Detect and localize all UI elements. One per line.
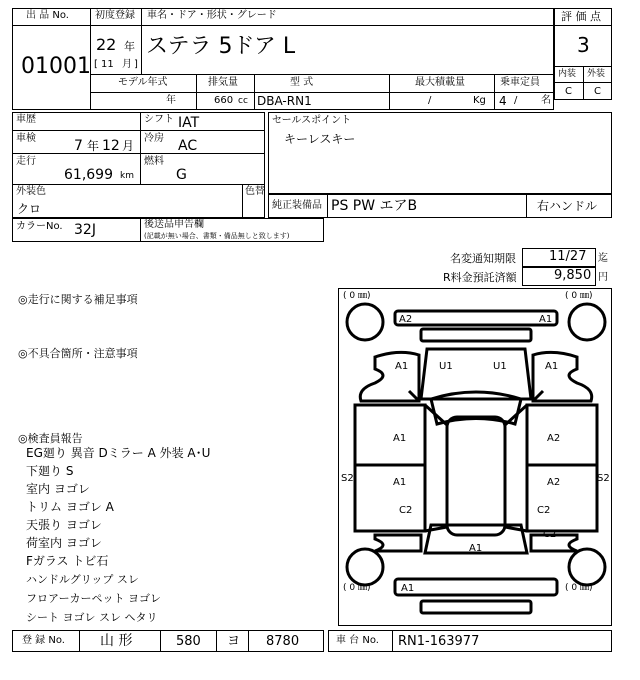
recycle-fee-value: 9,850	[554, 268, 592, 283]
max-load-unit: Kg	[473, 95, 486, 106]
tire-rear-left	[347, 549, 383, 585]
interior-grade: C	[565, 86, 572, 97]
recycle-fee-label: R料金預託済額	[443, 271, 517, 284]
ac-label: 冷房	[144, 133, 164, 144]
capacity-unit: 名	[541, 95, 551, 106]
rear-bumper	[395, 579, 557, 595]
inspector-line: 荷室内 ヨゴレ	[26, 536, 102, 550]
inspection-label: 車検	[16, 133, 36, 144]
mileage-unit: km	[120, 171, 134, 181]
mark-left-front-door: A1	[393, 433, 407, 444]
mark-right-front-door: A2	[547, 433, 561, 444]
recycle-fee-suffix: 円	[598, 272, 608, 283]
registration-month: 11	[101, 59, 114, 70]
registration-kana: ヨ	[227, 634, 241, 649]
max-load-label: 最大積載量	[415, 77, 465, 88]
car-name: ステラ 5ドア L	[146, 34, 296, 59]
history-label: 車歴	[16, 114, 36, 125]
equipment-label: 純正装備品	[272, 200, 322, 211]
displacement-label: 排気量	[208, 77, 238, 88]
lot-label: 出 品 No.	[26, 10, 69, 21]
inspection-year: 7	[74, 138, 83, 154]
inspector-line: 室内 ヨゴレ	[26, 482, 90, 496]
mark-windshield-right: U1	[493, 361, 507, 372]
grade-value: 3	[577, 33, 590, 57]
registration-label: 登 録 No.	[22, 635, 65, 646]
details-box	[12, 112, 265, 218]
exterior-grade: C	[594, 86, 601, 97]
mark-front-left-fender: A1	[395, 361, 409, 372]
sales-point-value: キーレスキー	[284, 132, 356, 146]
model-year-unit: 年	[166, 95, 176, 106]
inspector-line: 天張り ヨゴレ	[26, 518, 102, 532]
left-body-side	[355, 405, 425, 531]
name-change-suffix: 迄	[598, 253, 608, 264]
grade-label: 評 価 点	[561, 10, 601, 23]
registration-region: 山 形	[100, 633, 133, 649]
inspector-line: フロアーカーペット ヨゴレ	[26, 592, 161, 605]
ac-value: AC	[178, 138, 198, 154]
chassis-label: 車 台 No.	[336, 635, 379, 646]
exterior-grade-label: 外装	[587, 69, 606, 79]
inspector-report-label: ◎検査員報告	[18, 432, 83, 445]
chassis-number: RN1-163977	[398, 634, 480, 649]
displacement-value: 660	[214, 95, 234, 106]
declaration-label: 後送品申告欄	[144, 219, 204, 230]
mark-rear-bumper: A1	[401, 583, 415, 594]
sales-point-label: セールスポイント	[272, 115, 352, 126]
rear-plate	[421, 601, 531, 613]
mark-front-bumper: A2	[399, 314, 413, 325]
mileage-label: 走行	[16, 156, 36, 167]
defects-notes-label: ◎不具合箇所・注意事項	[18, 347, 138, 360]
tire-label: ( 0 ㎜)	[343, 583, 371, 593]
mark-right-rear-fender-bottom: C2	[543, 529, 557, 540]
lot-number: 01001	[21, 54, 91, 79]
driving-notes-label: ◎走行に関する補足事項	[18, 293, 138, 306]
registration-year: 22	[96, 35, 117, 54]
max-load-slash: /	[428, 95, 432, 106]
tire-front-left	[347, 304, 383, 340]
first-registration-label: 初度登録	[95, 10, 135, 21]
tire-front-right	[569, 304, 605, 340]
model-code-label: 型 式	[290, 77, 314, 88]
mark-right-sill: S2	[597, 473, 610, 484]
damage-diagram	[338, 288, 612, 626]
registration-month-unit: 月	[122, 59, 132, 70]
mark-back-door: A1	[469, 543, 483, 554]
tire-rear-right	[569, 549, 605, 585]
mark-front-bumper-right: A1	[539, 314, 553, 325]
fuel-label: 燃料	[144, 156, 164, 167]
registration-year-unit: 年	[124, 40, 135, 53]
inspector-line: ハンドルグリップ スレ	[26, 573, 139, 586]
inspector-line: EG廻り 異音 Dミラー A 外装 A･U	[26, 446, 211, 460]
inspector-line: トリム ヨゴレ A	[26, 500, 114, 514]
color-value: クロ	[17, 202, 42, 216]
registration-month-open: [	[94, 59, 98, 70]
equipment-value: PS PW エアB	[331, 198, 418, 214]
fuel-value: G	[176, 167, 187, 183]
mileage-value: 61,699	[64, 167, 113, 183]
displacement-unit: cc	[238, 96, 248, 106]
inspector-line: シート ヨゴレ スレ ヘタリ	[26, 611, 158, 624]
tire-label: ( 0 ㎜)	[565, 583, 593, 593]
capacity-value: 4	[499, 94, 507, 108]
color-change-label: 色替	[245, 186, 265, 197]
tire-label: ( 0 ㎜)	[343, 291, 371, 301]
declaration-note: (記載が無い場合、書類・備品無しと致します)	[144, 232, 290, 240]
tire-label: ( 0 ㎜)	[565, 291, 593, 301]
name-change-value: 11/27	[549, 249, 587, 264]
car-diagram-svg	[339, 289, 612, 626]
inspection-month-unit: 月	[122, 139, 135, 153]
rear-left-fender	[375, 535, 421, 551]
capacity-slash: /	[514, 95, 518, 106]
mark-left-sill: S2	[341, 473, 354, 484]
registration-class: 580	[176, 634, 201, 649]
model-year-label: モデル年式	[118, 77, 168, 88]
inspector-line: Fガラス トビ石	[26, 554, 109, 568]
mark-left-rear-door: A1	[393, 477, 407, 488]
color-label: 外装色	[16, 186, 46, 197]
roof	[447, 417, 505, 535]
interior-grade-label: 内装	[558, 69, 577, 79]
mark-left-rear-fender: C2	[399, 505, 413, 516]
model-code: DBA-RN1	[257, 94, 312, 108]
car-name-label: 車名・ドア・形状・グレード	[147, 10, 277, 21]
mark-right-rear-fender-top: C2	[537, 505, 551, 516]
name-change-label: 名変通知期限	[450, 252, 516, 265]
capacity-label: 乗車定員	[500, 77, 540, 88]
windshield	[431, 392, 521, 424]
mark-windshield-left: U1	[439, 361, 453, 372]
inspection-year-unit: 年	[87, 139, 100, 153]
front-grille	[421, 329, 531, 341]
registration-serial: 8780	[266, 634, 300, 649]
color-number-value: 32J	[74, 222, 96, 238]
inspector-line: 下廻り S	[26, 464, 74, 478]
mark-front-right-fender: A1	[545, 361, 559, 372]
inspection-month: 12	[102, 138, 120, 154]
steering-value: 右ハンドル	[537, 199, 598, 213]
shift-label: シフト	[144, 114, 174, 125]
mark-right-rear-door: A2	[547, 477, 561, 488]
color-number-label: カラーNo.	[16, 221, 63, 232]
registration-month-close: ]	[134, 59, 138, 70]
shift-value: IAT	[178, 115, 200, 131]
front-bumper	[395, 311, 557, 325]
